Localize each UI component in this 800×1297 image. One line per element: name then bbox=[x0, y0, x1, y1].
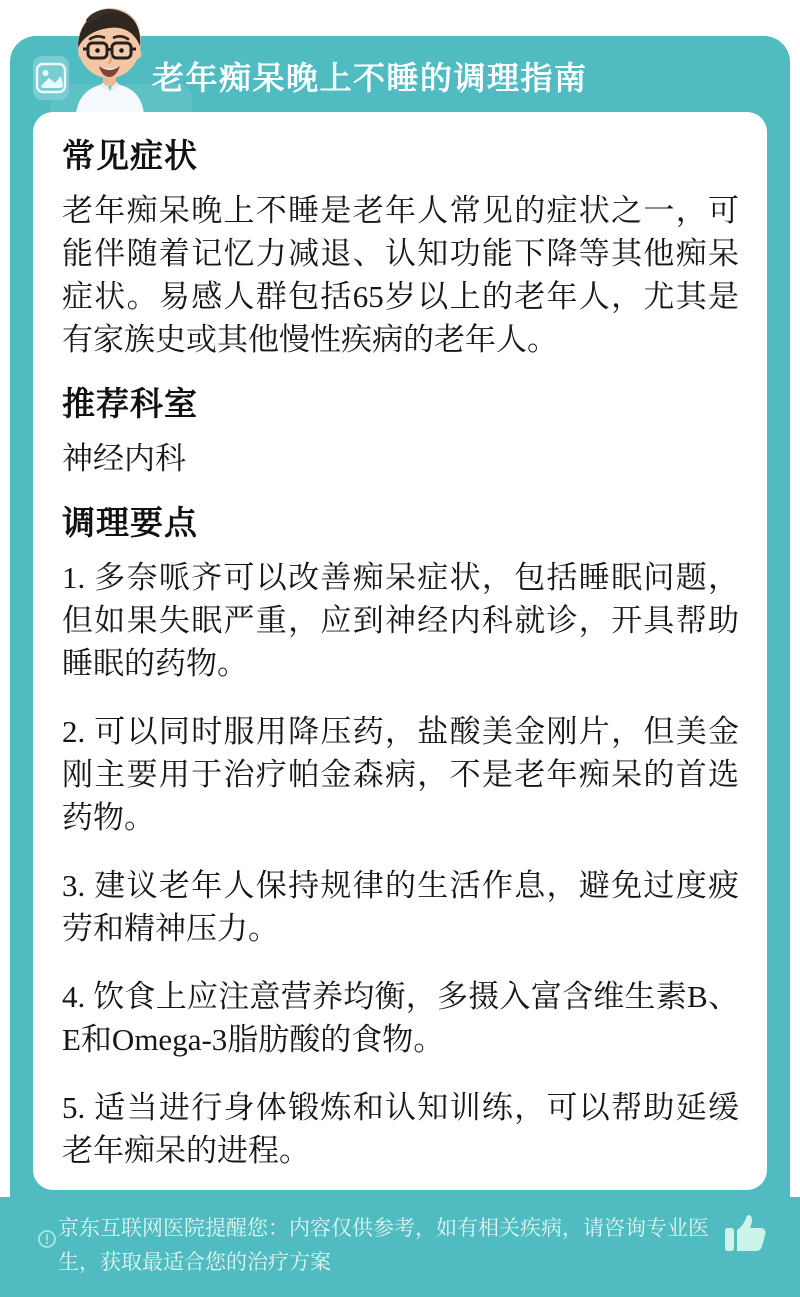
thumbs-up-icon[interactable] bbox=[722, 1213, 772, 1255]
care-point-item-2: 2. 可以同时服用降压药，盐酸美金刚片，但美金刚主要用于治疗帕金森病，不是老年痴呆的首选药物。 bbox=[62, 714, 739, 835]
info-icon bbox=[37, 1229, 57, 1249]
section-heading-care-points: 调理要点 bbox=[62, 504, 198, 541]
doctor-avatar bbox=[56, 4, 162, 114]
care-point-item-4: 4. 饮食上应注意营养均衡，多摄入富含维生素B、E和Omega-3脂肪酸的食物。 bbox=[62, 979, 739, 1057]
care-point-item-3: 3. 建议老年人保持规律的生活作息，避免过度疲劳和精神压力。 bbox=[62, 868, 739, 946]
department-paragraph: 神经内科 bbox=[62, 441, 186, 476]
disclaimer-text: 京东互联网医院提醒您：内容仅供参考，如有相关疾病，请咨询专业医生，获取最适合您的治疗方案 bbox=[58, 1217, 709, 1274]
care-point-item-1: 1. 多奈哌齐可以改善痴呆症状，包括睡眠问题，但如果失眠严重，应到神经内科就诊，开具帮助睡眠的药物。 bbox=[62, 560, 739, 681]
page-title: 老年痴呆晚上不睡的调理指南 bbox=[152, 60, 588, 96]
section-heading-symptoms: 常见症状 bbox=[62, 137, 198, 174]
content-card bbox=[33, 112, 767, 1190]
section-heading-department: 推荐科室 bbox=[62, 385, 198, 422]
footer-disclaimer-bar bbox=[0, 1197, 800, 1297]
care-point-item-5: 5. 适当进行身体锻炼和认知训练，可以帮助延缓老年痴呆的进程。 bbox=[62, 1090, 739, 1168]
symptoms-paragraph: 老年痴呆晚上不睡是老年人常见的症状之一，可能伴随着记忆力减退、认知功能下降等其他痴呆症状。易感人群包括65岁以上的老年人，尤其是有家族史或其他慢性疾病的老年人。 bbox=[62, 193, 739, 357]
